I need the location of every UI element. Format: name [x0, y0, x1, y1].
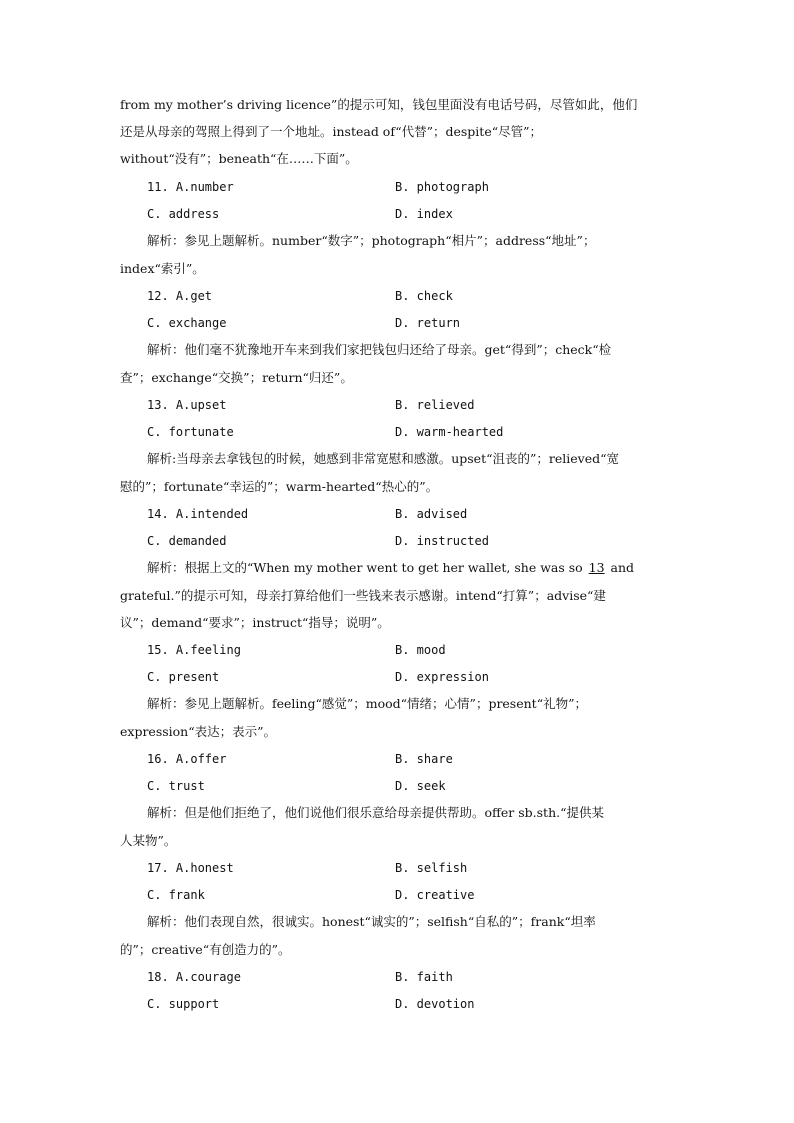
q11-explanation-2: index“索引”。 — [120, 261, 205, 276]
q11-option-c: C. address — [147, 207, 220, 221]
q14-option-b: B. advised — [395, 507, 468, 521]
q14-explanation-1-text: 解析：根据上文的“When my mother went to get her wallet, she was so — [147, 560, 587, 575]
q16-option-b: B. share — [395, 752, 453, 766]
q15-option-d: D. expression — [395, 670, 489, 684]
q14-blank-13: 13 — [588, 560, 605, 575]
q14-explanation-1-end: and — [606, 560, 635, 575]
q16-option-a: 16. A.offer — [147, 752, 227, 766]
q18-option-a: 18. A.courage — [147, 970, 241, 984]
q15-explanation-1: 解析：参见上题解析。feeling“感觉”；mood“情绪；心情”；present“礼物”； — [147, 696, 587, 711]
intro-line-3: without“没有”；beneath“在……下面”。 — [120, 151, 358, 166]
q17-explanation-1: 解析：他们表现自然，很诚实。honest“诚实的”；selfish“自私的”；frank“坦率 — [147, 914, 596, 929]
q11-option-d: D. index — [395, 207, 453, 221]
q13-explanation-2: 慰的”；fortunate“幸运的”；warm-hearted“热心的”。 — [120, 479, 439, 494]
q17-option-d: D. creative — [395, 888, 475, 902]
q14-explanation-1 — [147, 560, 634, 576]
q18-option-b: B. faith — [395, 970, 453, 984]
q13-option-c: C. fortunate — [147, 425, 234, 439]
q12-option-d: D. return — [395, 316, 461, 330]
q15-option-c: C. present — [147, 670, 220, 684]
q14-explanation-3: 议”；demand“要求”；instruct“指导；说明”。 — [120, 615, 390, 630]
q16-option-d: D. seek — [395, 779, 446, 793]
q11-explanation-1: 解析：参见上题解析。number“数字”；photograph“相片”；address“地址”； — [147, 233, 596, 248]
q17-explanation-2: 的”；creative“有创造力的”。 — [120, 942, 291, 957]
q17-option-b: B. selfish — [395, 861, 468, 875]
q13-explanation-1: 解析:当母亲去拿钱包的时候，她感到非常宽慰和感激。upset“沮丧的”；relieved“宽 — [147, 451, 619, 466]
q13-option-b: B. relieved — [395, 398, 475, 412]
q15-option-a: 15. A.feeling — [147, 643, 241, 657]
q14-option-c: C. demanded — [147, 534, 227, 548]
q18-option-c: C. support — [147, 997, 220, 1011]
q13-option-a: 13. A.upset — [147, 398, 227, 412]
q12-option-a: 12. A.get — [147, 289, 213, 303]
q14-option-a: 14. A.intended — [147, 507, 249, 521]
q16-option-c: C. trust — [147, 779, 205, 793]
q12-option-b: B. check — [395, 289, 453, 303]
intro-line-1: from my mother’s driving licence”的提示可知，钱包里面没有电话号码，尽管如此，他们 — [120, 97, 638, 112]
q12-option-c: C. exchange — [147, 316, 227, 330]
q13-option-d: D. warm-hearted — [395, 425, 504, 439]
q18-option-d: D. devotion — [395, 997, 475, 1011]
q14-option-d: D. instructed — [395, 534, 489, 548]
q12-explanation-1: 解析：他们毫不犹豫地开车来到我们家把钱包归还给了母亲。get“得到”；check“检 — [147, 342, 612, 357]
q11-option-a: 11. A.number — [147, 180, 234, 194]
q11-option-b: B. photograph — [395, 180, 489, 194]
q16-explanation-1: 解析：但是他们拒绝了，他们说他们很乐意给母亲提供帮助。offer sb.sth.“提供某 — [147, 805, 604, 820]
q15-explanation-2: expression“表达；表示”。 — [120, 724, 277, 739]
q16-explanation-2: 人某物”。 — [120, 833, 177, 848]
intro-line-2: 还是从母亲的驾照上得到了一个地址。instead of“代替”；despite“尽管”； — [120, 124, 542, 139]
q14-explanation-2: grateful.”的提示可知，母亲打算给他们一些钱来表示感谢。intend“打算”；advise“建 — [120, 588, 606, 603]
q15-option-b: B. mood — [395, 643, 446, 657]
q12-explanation-2: 查”；exchange“交换”；return“归还”。 — [120, 370, 353, 385]
q17-option-a: 17. A.honest — [147, 861, 234, 875]
q17-option-c: C. frank — [147, 888, 205, 902]
